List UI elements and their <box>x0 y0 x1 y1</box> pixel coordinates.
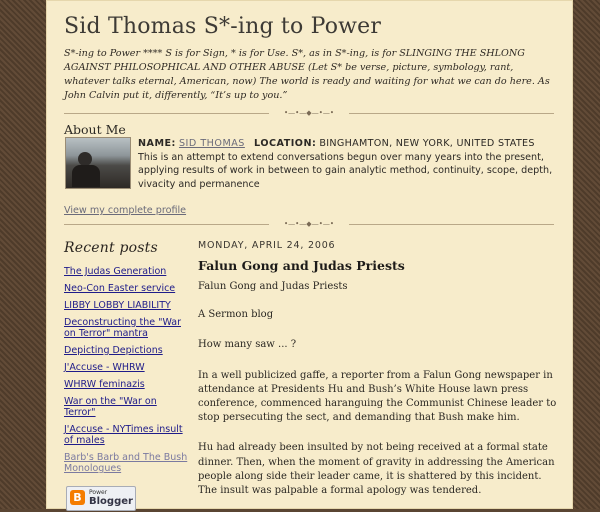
post-paragraph: A Sermon blog <box>198 309 274 321</box>
post-title[interactable]: Falun Gong and Judas Priests <box>198 258 405 273</box>
blog-paper <box>46 0 573 509</box>
profile-info <box>138 137 558 191</box>
recent-post-link[interactable]: War on the "War on Terror" <box>64 396 157 418</box>
recent-post-link[interactable]: J'Accuse - NYTimes insult of males <box>64 424 183 446</box>
name-label: NAME: <box>138 138 176 149</box>
post-paragraph: Hu had already been insulted by not being received at a formal state dinner. Then, when the moment of gravity in addressing the American people along side their leader came, it is shattered by this incident. The insult was palpable a formal apology was tendered. <box>198 442 555 497</box>
blog-title[interactable]: Sid Thomas S*-ing to Power <box>64 14 382 39</box>
recent-post-link[interactable]: WHRW feminazis <box>64 379 145 390</box>
recent-post-link[interactable]: J'Accuse - WHRW <box>64 362 145 373</box>
about-divider <box>64 220 554 228</box>
recent-posts-heading: Recent posts <box>64 240 158 256</box>
header-divider <box>64 109 554 117</box>
post-paragraph: Falun Gong and Judas Priests <box>198 281 348 292</box>
profile-name-link[interactable]: SID THOMAS <box>178 138 245 149</box>
avatar[interactable] <box>65 137 131 189</box>
post-column <box>198 240 558 512</box>
blog-description: S*-ing to Power **** S is for Sign, * is for Use. S*, as in S*-ing, is for SLINGING THE SHLONG AGAINST PHILOSOPHICAL AND OTHER ABUSE (Let S* be verse, picture, symbology, rant, whatever talks eternal, American, now) The world is ready and waiting for what we can do here. As John Calvin put it, differently, “It’s up to you.” <box>64 48 550 101</box>
profile-bio: This is an attempt to extend conversations begun over many years into the present, applying results of work in between to gain analytic method, continuity, scope, depth, vivacity and permanence <box>138 151 553 190</box>
powered-by-blogger-badge[interactable] <box>66 486 136 511</box>
view-profile-link[interactable]: View my complete profile <box>64 205 187 216</box>
badge-line1: Power <box>89 489 108 496</box>
blogger-logo-icon: B <box>70 490 85 505</box>
post-date: MONDAY, APRIL 24, 2006 <box>198 240 336 251</box>
location-label: LOCATION: <box>254 138 317 149</box>
divider-ornament: •—•—◆—•—• <box>269 110 349 117</box>
recent-post-link[interactable]: Neo-Con Easter service <box>64 283 176 294</box>
about-heading: About Me <box>64 122 126 137</box>
badge-line2: Blogger <box>89 496 133 507</box>
recent-post-link[interactable]: LIBBY LOBBY LIABILITY <box>64 300 171 311</box>
divider-ornament: •—•—◆—•—• <box>269 221 349 228</box>
recent-post-link[interactable]: Barb's Barb and The Bush Monologues <box>64 452 188 474</box>
recent-post-link[interactable]: Deconstructing the "War on Terror" mantra <box>64 317 181 339</box>
sidebar <box>64 240 189 480</box>
post-body <box>198 280 558 498</box>
recent-post-link[interactable]: The Judas Generation <box>64 266 167 277</box>
post-paragraph: In a well publicized gaffe, a reporter from a Falun Gong newspaper in attendance at Presidents Hu and Bush’s White House lawn press conference, commenced haranguing the Communist Chinese leader to stop persecuting the sect, and demanding that Bush make him. <box>198 369 557 424</box>
location-value: BINGHAMTON, NEW YORK, UNITED STATES <box>319 138 535 149</box>
post-paragraph: How many saw ... ? <box>198 339 297 351</box>
recent-post-link[interactable]: Depicting Depictions <box>64 345 163 356</box>
